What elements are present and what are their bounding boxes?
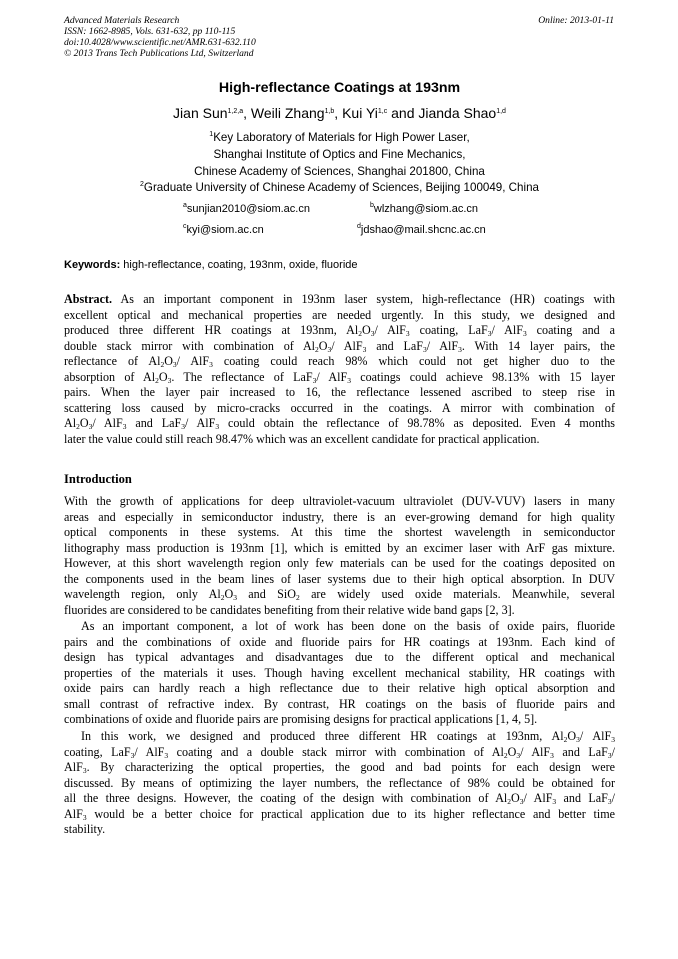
text-line: areas and especially in semiconductor industry, there is an ever-growing demand for high quality	[64, 509, 615, 524]
text-line: fluorides are considered to be candidates benefiting from their relative wide band gaps [2, 3].	[64, 602, 515, 617]
copyright-line: © 2013 Trans Tech Publications Ltd, Switzerland	[64, 48, 254, 59]
affiliation-line: Shanghai Institute of Optics and Fine Mechanics,	[213, 147, 466, 161]
author-name: Jianda Shao	[418, 105, 497, 121]
text-line: double stack mirror with combination of $Al_2O_3/$ AlF$_3$ and LaF$_3$/ AlF$_3$. With 14 layer pairs, the	[64, 338, 615, 354]
author-affiliation-mark: 1,d	[496, 108, 506, 115]
text-line: pairs. When the layer pair increased to 16, the reflectance lessened ascribed to steep rise in	[64, 385, 615, 400]
text-line: coating, LaF$_3$/ AlF$_3$ coating and a double stack mirror with combination of $Al_2O_3/$ AlF$_3$ and LaF$_3$/	[64, 744, 615, 760]
email-b: $^b$wlzhang@siom.ac.cn	[370, 202, 479, 215]
text-line: AlF$_3$ would be a better choice for practical application due to its higher reflectance and better time	[64, 806, 615, 822]
text-line: With the growth of applications for deep ultraviolet-vacuum ultraviolet (DUV-VUV) lasers in many	[64, 494, 615, 508]
text-line: all the three designs. However, the coating of the design with combination of $Al_2O_3/$ AlF$_3$ and LaF$_3$/	[64, 791, 615, 807]
author-name: Kui Yi	[342, 105, 378, 121]
author-list: Jian Sun$^{1,2,a}$, Weili Zhang$^{1,b}$, Kui Yi$^{1,c}$ and Jianda Shao$^{1,d}$	[173, 105, 506, 121]
text-line: AlF$_3$. By characterizing the optical properties, the good and bad points for each design were	[64, 760, 615, 776]
text-line: the components used in the beam lines of laser systems due to their high optical absorption. In DUV	[64, 571, 615, 586]
affiliation-1	[64, 130, 615, 180]
introduction-heading: Introduction	[64, 472, 132, 486]
text-line: small contrast of refractive index. By contrast, HR coatings on the basis of fluoride pairs and	[64, 696, 615, 711]
author-affiliation-mark: 1,b	[324, 108, 335, 115]
keywords: Keywords: high-reflectance, coating, 193nm, oxide, fluoride	[64, 259, 358, 271]
text-line: discussed. By means of optimizing the layer numbers, the reflectance of 98% could be obtained for	[64, 775, 615, 790]
text-line: absorption of $Al_2O_3$. The reflectance of LaF$_3$/ AlF$_3$ coatings could achieve 98.13% with 15 layer	[64, 369, 615, 385]
text-line: $Al_2O_3/$ AlF$_3$ and LaF$_3$/ AlF$_3$ could obtain the reflectance of 98.78% as deposited. Even 4 months	[64, 416, 615, 432]
text-line: properties of the materials it uses. Though having excellent mechanical stability, HR coatings with	[64, 665, 615, 680]
issn-line: ISSN: 1662-8985, Vols. 631-632, pp 110-115	[64, 26, 236, 37]
text-line: produced three different HR coatings at 193nm, $Al_2O_3/$ AlF$_3$ coating, LaF$_3$/ AlF$_3$ coating and a	[64, 323, 615, 339]
affiliation-line: Chinese Academy of Sciences, Shanghai 201800, China	[194, 164, 485, 178]
text-line: However, at this short wavelength region only few materials can be used for the coatings deposited on	[64, 556, 615, 571]
abstract	[64, 292, 615, 447]
paper-title: High-reflectance Coatings at 193nm	[218, 80, 461, 96]
text-line: As an important component, a lot of work has been done on the basis of oxide pairs, fluoride	[81, 619, 615, 633]
intro-paragraph-2	[64, 619, 615, 728]
journal-header	[64, 15, 256, 59]
text-line: oxide pairs can hardly reach a high reflectance due to their relative high optical absorption and	[64, 681, 615, 696]
text-line: optical components in these systems. At this time the shortest wavelength in semiconductor	[64, 525, 615, 540]
email-d: $^d$jdshao@mail.shcnc.ac.cn	[357, 223, 486, 236]
intro-paragraph-3	[64, 729, 615, 838]
text-line: lithography mass production is 193nm [1], which is emitted by an excimer laser with ArF gas mixture.	[64, 540, 615, 555]
affiliation-line: $^1$Key Laboratory of Materials for High Power Laser,	[209, 131, 470, 144]
text-line: scattering loss caused by micro-cracks occurred in the coatings. A mirror with combination of	[64, 400, 615, 415]
online-date: Online: 2013-01-11	[538, 15, 614, 26]
email-c: $^c$kyi@siom.ac.cn	[183, 223, 264, 236]
abstract-label: Abstract.	[64, 292, 113, 306]
email-a: $^a$sunjian2010@siom.ac.cn	[183, 202, 310, 215]
journal-name: Advanced Materials Research	[64, 15, 180, 26]
text-line: excellent optical and mechanical properties are needed urgently. In this study, we designed and	[64, 307, 615, 322]
author-affiliation-mark: 1,2,a	[227, 108, 244, 115]
text-line: design has typical advantages and disadvantages due to the different optical and mechanical	[64, 650, 615, 665]
author-name: Jian Sun	[173, 105, 228, 121]
text-line: pairs and the combinations of oxide and fluoride pairs for HR coatings at 193nm. Each kind of	[64, 634, 615, 649]
affiliation-2: $^2$Graduate University of Chinese Academy of Sciences, Beijing 100049, China	[140, 181, 539, 194]
author-affiliation-mark: 1,c	[377, 108, 388, 115]
text-line: combinations of oxide and fluoride pairs are promising designs for practical applications [1, 4, 5].	[64, 712, 538, 727]
text-line: reflectance of $Al_2O_3/$ AlF$_3$ coating could reach 98% which could not get higher duo to the	[64, 354, 615, 370]
text-line: Abstract. As an important component in 193nm laser system, high-reflectance (HR) coatings with	[64, 292, 615, 306]
text-line: later the value could still reach 98.47% which was an excellent candidate for practical application.	[64, 431, 540, 446]
text-line: In this work, we designed and produced three different HR coatings at 193nm, $Al_2O_3/$ AlF$_3$	[81, 729, 615, 744]
text-line: stability.	[64, 822, 106, 837]
author-name: Weili Zhang	[250, 105, 325, 121]
doi-line: doi:10.4028/www.scientific.net/AMR.631-632.110	[64, 37, 256, 48]
intro-paragraph-1	[64, 494, 615, 618]
text-line: wavelength region, only $Al_2O_3$ and SiO$_2$ are widely used oxide materials. Meanwhile, several	[64, 587, 615, 603]
